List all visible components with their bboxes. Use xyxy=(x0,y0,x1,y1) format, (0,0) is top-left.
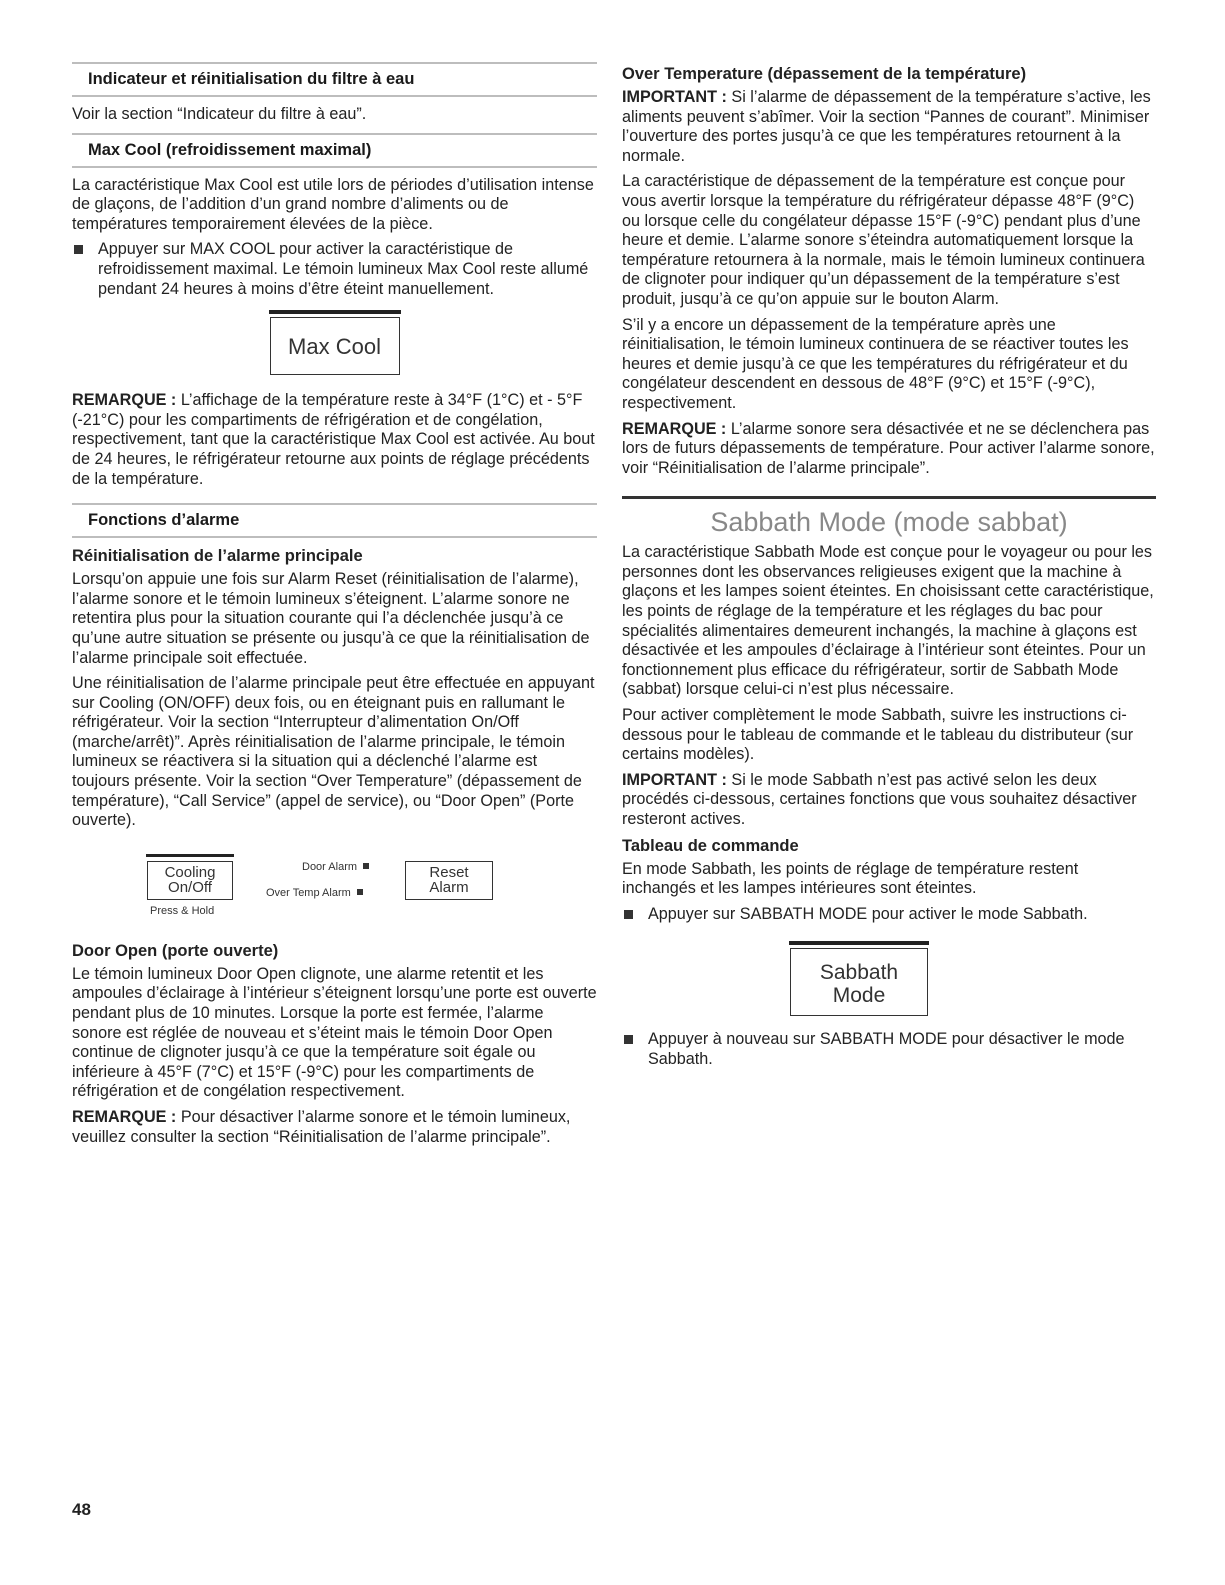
door-open-subhead: Door Open (porte ouverte) xyxy=(72,941,279,960)
alarm-reset-p2: Une réinitialisation de l’alarme principale peut être effectuée en appuyant sur Cooling (ON/OFF) deux fois, ou en éteignant puis en rallumant le réfrigérateur. Voir la section “Interrupteur d’alimentation On/Off (marche/arrêt)”. Après réinitialisation de l’alarme principale, le témoin lumineux se réactivera si la situation qui a déclenché l’alarme est toujours présente. Voir la section “Over Temperature” (dépassement de température), “Call Service” (appel de service), ou “Door Open” (Porte ouverte). xyxy=(72,674,595,830)
note-text: Pour désactiver l’alarme sonore et le témoin lumineux, veuillez consulter la section “Réinitialisation de l’alarme principale”. xyxy=(72,1108,571,1146)
indicator-bar xyxy=(789,941,929,945)
sabbath-mode-button xyxy=(790,948,928,1016)
sabbath-title: Sabbath Mode (mode sabbat) xyxy=(710,507,1068,538)
max-cool-note xyxy=(72,391,597,489)
door-alarm-indicator xyxy=(302,861,369,873)
note-text: L’alarme sonore sera désactivée et ne se déclenchera pas lors de futurs dépassements de température. Pour activer l’alarme sonore, voir “Réinitialisation de l’alarme principale”. xyxy=(622,419,1155,477)
cooling-button xyxy=(147,861,233,900)
sabbath-bullet-1 xyxy=(622,905,1156,925)
water-filter-heading: Indicateur et réinitialisation du filtre à eau xyxy=(72,62,597,97)
max-cool-bullet xyxy=(72,240,597,299)
left-column xyxy=(72,62,597,1153)
indicator-bar xyxy=(146,854,234,857)
over-temp-indicator xyxy=(266,887,363,899)
alarm-panel-diagram xyxy=(72,849,597,931)
sabbath-bullet-1-text: Appuyer sur SABBATH MODE pour activer le mode Sabbath. xyxy=(648,904,1088,923)
important-label: IMPORTANT : xyxy=(622,88,727,106)
sabbath-button-line1: Sabbath xyxy=(819,961,899,985)
important-label: IMPORTANT : xyxy=(622,770,727,789)
water-filter-text: Voir la section “Indicateur du filtre à eau”. xyxy=(72,105,367,123)
over-temp-p1: La caractéristique de dépassement de la température est conçue pour vous avertir lorsque la température du réfrigérateur dépasse 48°F (9°C) ou lorsque celle du congélateur dépasse 15°F (-9°C) pendant plus d’une heure et demie. L’alarme sonore s’éteindra automatiquement lorsque la température retournera à la normale, mais le témoin lumineux continuera de clignoter pour indiquer qu’un dépassement de la température s’est produit, jusqu’à ce qu’on appuie sur le bouton Alarm. xyxy=(622,172,1145,308)
indicator-bar xyxy=(269,310,401,314)
sabbath-p1: La caractéristique Sabbath Mode est conçue pour le voyageur ou pour les personnes dont les observances religieuses exigent que la machine à glaçons et les lampes soient éteintes. En choisissant cette caractéristique, les points de réglage de la température et les réglages du bac pour spécialités alimentaires demeurent inchangés, la machine à glaçons est désactivée et les ampoules d’éclairage à l’intérieur sont éteintes. Pour un fonctionnement plus efficace du réfrigérateur, sortir de Sabbath Mode (sabbat) lorsque celui-ci n’est plus nécessaire. xyxy=(622,543,1154,699)
bullet-square-icon xyxy=(624,1035,633,1044)
over-temp-subhead: Over Temperature (dépassement de la température) xyxy=(622,65,1027,83)
note-label: REMARQUE : xyxy=(622,419,727,438)
sabbath-important xyxy=(622,771,1156,830)
over-temp-important xyxy=(622,88,1156,166)
important-text: Si le mode Sabbath n’est pas activé selon les deux procédés ci-dessous, certaines fonctions que vous souhaitez désactiver resteront actives. xyxy=(622,770,1137,828)
max-cool-intro: La caractéristique Max Cool est utile lors de périodes d’utilisation intense de glaçons, de l’addition d’un grand nombre d’aliments ou de températures temporairement élevées de la pièce. xyxy=(72,175,594,233)
page-number: 48 xyxy=(72,1500,91,1519)
alarm-reset-subhead: Réinitialisation de l’alarme principale xyxy=(72,547,363,566)
max-cool-bullet-text: Appuyer sur MAX COOL pour activer la caractéristique de refroidissement maximal. Le témoin lumineux Max Cool reste allumé pendant 24 heures à moins d’être éteint manuellement. xyxy=(98,240,589,298)
sabbath-bullet-2 xyxy=(622,1030,1156,1069)
control-panel-text: En mode Sabbath, les points de réglage de température restent inchangés et les lampes intérieures sont éteintes. xyxy=(622,859,1079,898)
reset-line1: Reset xyxy=(429,863,469,881)
alarm-heading: Fonctions d’alarme xyxy=(72,503,597,538)
max-cool-button-label: Max Cool xyxy=(288,334,381,360)
indicator-light-icon xyxy=(363,863,369,869)
reset-line2: Alarm xyxy=(429,878,469,896)
max-cool-button xyxy=(270,317,400,375)
sabbath-button-line2: Mode xyxy=(832,984,886,1008)
door-alarm-label: Door Alarm xyxy=(302,860,358,873)
max-cool-heading: Max Cool (refroidissement maximal) xyxy=(72,133,597,168)
sabbath-bullet-2-text: Appuyer à nouveau sur SABBATH MODE pour désactiver le mode Sabbath. xyxy=(648,1030,1125,1068)
sabbath-panel xyxy=(622,948,1156,1016)
cooling-line2: On/Off xyxy=(168,878,212,896)
note-label: REMARQUE : xyxy=(72,391,177,410)
over-temp-note xyxy=(622,420,1156,479)
over-temp-label: Over Temp Alarm xyxy=(266,886,351,899)
door-open-note xyxy=(72,1108,597,1147)
section-divider xyxy=(622,496,1156,499)
important-text: Si l’alarme de dépassement de la température s’active, les aliments peuvent s’abîmer. Voir la section “Pannes de courant”. Minimiser l’ouverture des portes jusqu’à ce que les températures retournent à la normale. xyxy=(622,88,1151,165)
press-hold-label: Press & Hold xyxy=(150,904,215,917)
control-panel-subhead: Tableau de commande xyxy=(622,836,799,855)
alarm-reset-p1: Lorsqu’on appuie une fois sur Alarm Reset (réinitialisation de l’alarme), l’alarme sonore et le témoin lumineux s’éteignent. L’alarme sonore ne retentira plus pour la situation courante qui l’a déclenchée jusqu’à ce qu’une autre situation se présente ou jusqu’à ce que la réinitialisation de l’alarme principale soit effectuée. xyxy=(72,570,590,667)
bullet-square-icon xyxy=(74,245,83,254)
max-cool-panel xyxy=(72,317,597,375)
sabbath-p2: Pour activer complètement le mode Sabbath, suivre les instructions ci-dessous pour le tableau de commande et le tableau du distributeur (sur certains modèles). xyxy=(622,706,1134,764)
bullet-square-icon xyxy=(624,910,633,919)
note-text: L’affichage de la température reste à 34°F (1°C) et - 5°F (-21°C) pour les compartiments de réfrigération et de congélation, respectivement, tant que la caractéristique Max Cool est activée. Au bout de 24 heures, le réfrigérateur retourne aux points de réglage précédents de la température. xyxy=(72,391,595,488)
indicator-light-icon xyxy=(357,889,363,895)
note-label: REMARQUE : xyxy=(72,1108,177,1126)
cooling-line1: Cooling xyxy=(164,863,216,881)
reset-alarm-button xyxy=(405,861,493,900)
over-temp-p2: S’il y a encore un dépassement de la température après une réinitialisation, le témoin lumineux continuera de se réactiver toutes les heures et demie jusqu’à ce que les températures du réfrigérateur et du congélateur descendent en dessous de 48°F (9°C) et 15°F (-9°C), respectivement. xyxy=(622,315,1129,412)
right-column xyxy=(622,62,1156,1076)
door-open-p1: Le témoin lumineux Door Open clignote, une alarme retentit et les ampoules d’éclairage à l’intérieur s’éteignent lorsqu’une porte est ouverte pendant plus de 10 minutes. Lorsque la porte est fermée, l’alarme sonore est réglée de nouveau et s’éteint mais le témoin Door Open continue de clignoter jusqu’à ce que la température soit égale ou inférieure à 45°F (7°C) et 15°F (-9°C) pour les compartiments de réfrigération et de congélation respectivement. xyxy=(72,964,597,1101)
